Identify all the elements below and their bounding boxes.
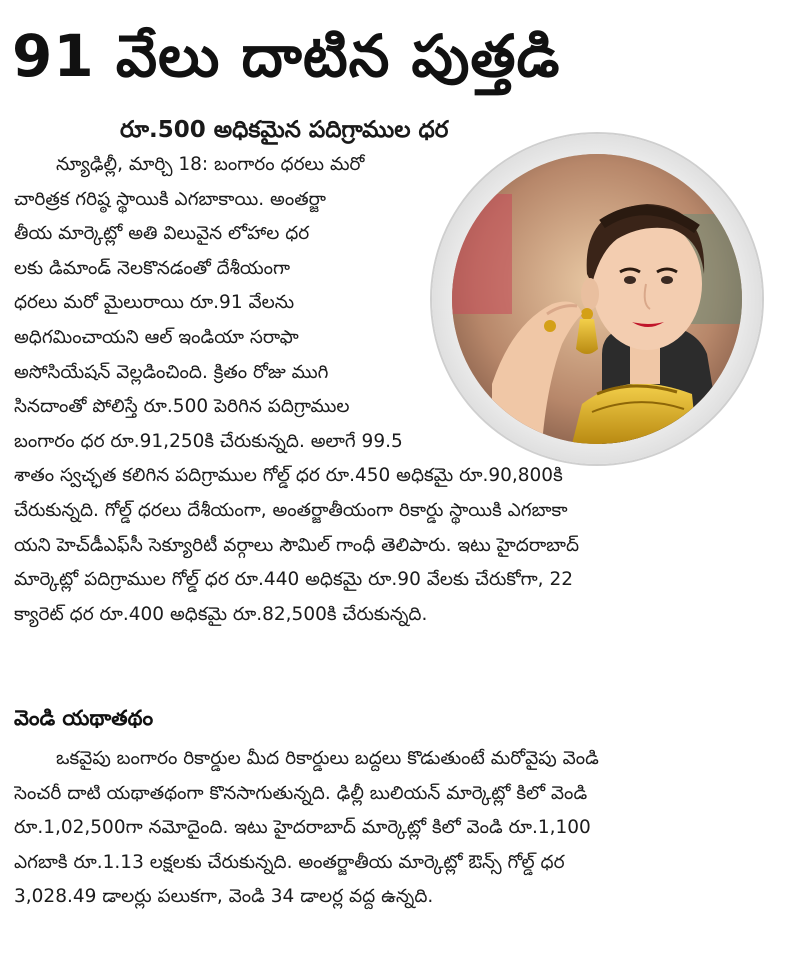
woman-with-gold-jewellery-illustration	[452, 154, 742, 444]
text-line: బంగారం ధర రూ.91,250కి చేరుకున్నది. అలాగే 99.5	[14, 430, 403, 452]
text-line: యని హెచ్‌డీఎఫ్‌సీ సెక్యూరిటీ వర్గాలు సౌమిల్ గాంధీ తెలిపారు. ఇటు హైదరాబాద్	[14, 534, 580, 556]
section-heading-silver: వెండి యథాతథం	[14, 706, 154, 730]
text-line: శాతం స్వచ్ఛత కలిగిన పదిగ్రాముల గోల్డ్ ధర రూ.450 అధికమై రూ.90,800కి	[14, 465, 563, 487]
text-line: ఎగబాకి రూ.1.13 లక్షలకు చేరుకున్నది. అంతర్జాతీయ మార్కెట్లో ఔన్స్ గోల్డ్ ధర	[14, 851, 565, 873]
text-line: అధిగమించాయని ఆల్ ఇండియా సరాఫా	[14, 326, 299, 348]
article-photo	[452, 154, 742, 444]
text-line: చేరుకున్నది. గోల్డ్ ధరలు దేశీయంగా, అంతర్జాతీయంగా రికార్డు స్థాయికి ఎగబాకా	[14, 499, 568, 521]
text-line: తీయ మార్కెట్లో అతి విలువైన లోహాల ధర	[14, 223, 310, 245]
text-line: మార్కెట్లో పదిగ్రాముల గోల్డ్ ధర రూ.440 అధికమై రూ.90 వేలకు చేరుకోగా, 22	[14, 569, 573, 591]
article-paragraph-2	[14, 742, 788, 915]
text-line: న్యూఢిల్లీ, మార్చి 18: బంగారం ధరలు మరో	[56, 154, 365, 175]
text-line: ఒకవైపు బంగారం రికార్డుల మీద రికార్డులు బద్దలు కొడుతుంటే మరోవైపు వెండి	[56, 748, 599, 769]
article-headline: 91 వేలు దాటిన పుత్తడి	[12, 22, 561, 90]
article-subheadline: రూ.500 అధికమైన పదిగ్రాముల ధర	[120, 117, 449, 143]
text-line: చారిత్రక గరిష్ఠ స్థాయికి ఎగబాకాయి. అంతర్జా	[14, 188, 326, 210]
text-line: సినదాంతో పోలిస్తే రూ.500 పెరిగిన పదిగ్రాముల	[14, 396, 350, 418]
article-photo-frame	[432, 134, 762, 464]
text-line: క్యారెట్ ధర రూ.400 అధికమై రూ.82,500కి చేరుకున్నది.	[14, 603, 428, 625]
text-line: 3,028.49 డాలర్లు పలుకగా, వెండి 34 డాలర్ల వద్ద ఉన్నది.	[14, 886, 434, 908]
text-line: లకు డిమాండ్ నెలకొనడంతో దేశీయంగా	[14, 257, 291, 279]
text-line: రూ.1,02,500గా నమోదైంది. ఇటు హైదరాబాద్ మార్కెట్లో కిలో వెండి రూ.1,100	[14, 817, 591, 839]
text-line: అసోసియేషన్ వెల్లడించింది. క్రితం రోజు ముగి	[14, 361, 329, 383]
text-line: సెంచరీ దాటి యథాతథంగా కొనసాగుతున్నది. ఢిల్లీ బులియన్ మార్కెట్లో కిలో వెండి	[14, 782, 588, 804]
text-line: ధరలు మరో మైలురాయి రూ.91 వేలను	[14, 292, 295, 314]
